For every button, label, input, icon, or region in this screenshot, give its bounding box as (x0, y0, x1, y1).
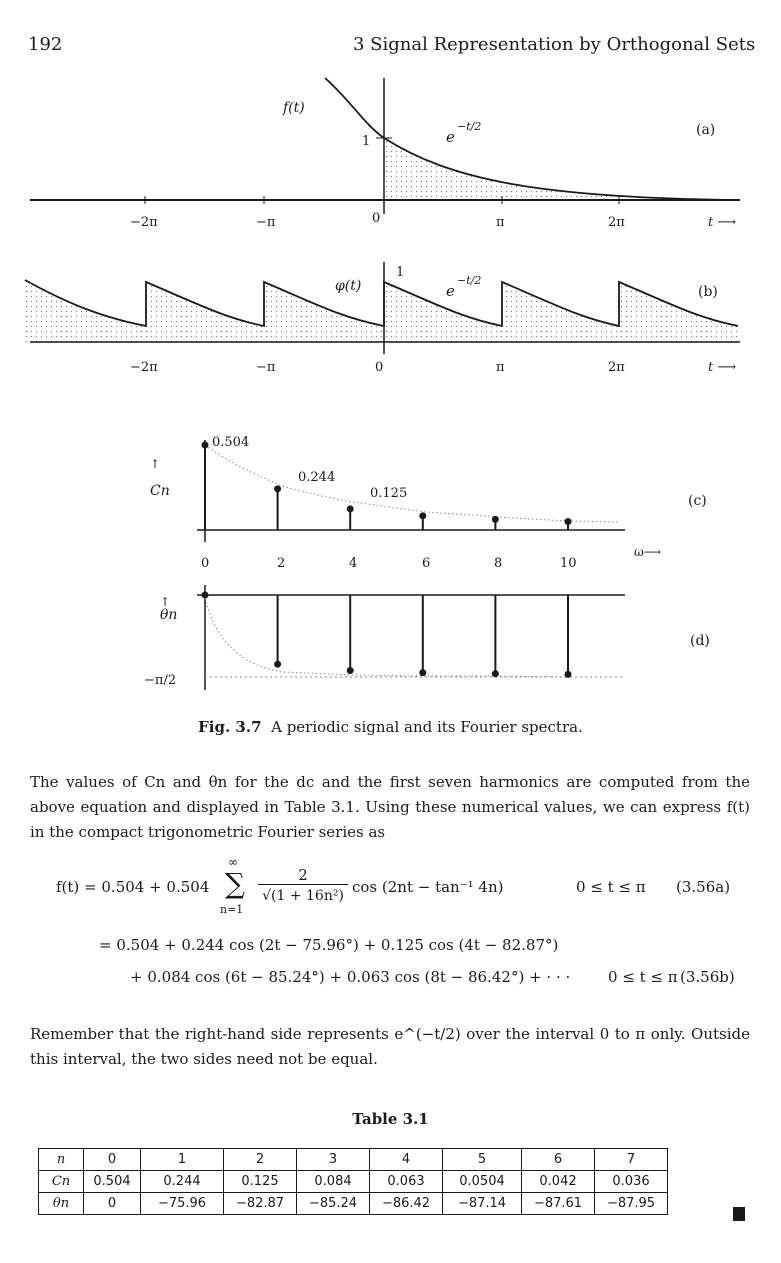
cn-stem-point (565, 518, 572, 525)
spectra-plots (0, 425, 781, 700)
table-header-cell: n (39, 1149, 84, 1171)
plot-a-curve-label: e (446, 128, 455, 146)
theta-up-arrow: ↑ (160, 595, 171, 609)
cn-stem-point (419, 512, 426, 519)
table-header-cell: 4 (370, 1149, 443, 1171)
table-row-cn (39, 1171, 668, 1193)
eq-b-line1: = 0.504 + 0.244 cos (2t − 75.96°) + 0.125 cos (4t − 82.87°) (99, 936, 559, 954)
table-cell: −87.61 (522, 1193, 595, 1215)
page-number: 192 (28, 34, 63, 55)
table-cell: −75.96 (141, 1193, 224, 1215)
eq-a-sum-bottom: n=1 (220, 903, 244, 916)
theta-stem-point (202, 592, 209, 599)
paragraph-intro: The values of Cn and θn for the dc and the first seven harmonics are computed from the above equation and displayed in Table 3.1. Using these numerical values, we can express f(t) in the compact trigonometric Fourier series as (30, 773, 750, 841)
theta-panel-tag: (d) (690, 633, 710, 649)
theta-stem-point (419, 669, 426, 676)
table-header-row (39, 1149, 668, 1171)
caption-text: A periodic signal and its Fourier spectra. (271, 718, 583, 736)
table-cell: θn (39, 1193, 84, 1215)
table-title: Table 3.1 (352, 1110, 429, 1128)
running-title: 3 Signal Representation by Orthogonal Sets (353, 34, 756, 55)
cn-tick-label: 4 (349, 556, 358, 571)
cn-value-label: 0.244 (298, 470, 336, 485)
cn-ylabel: Cn (150, 483, 170, 499)
cn-envelope (205, 445, 620, 522)
plot-b-curve-exponent: −t/2 (457, 274, 482, 287)
table-header-cell: 7 (595, 1149, 668, 1171)
eq-a-sum-top: ∞ (228, 855, 238, 869)
plot-b-ylabel: φ(t) (335, 278, 362, 294)
plot-b-tick-label: 0 (375, 360, 384, 375)
eq-a-rest: cos (2nt − tan⁻¹ 4n) (352, 878, 504, 896)
plot-a-ylabel: f(t) (283, 100, 305, 116)
cn-tick-label: 0 (201, 556, 210, 571)
cn-tick-label: 8 (494, 556, 503, 571)
table-header-cell: 6 (522, 1149, 595, 1171)
eq-b-tag: (3.56b) (680, 968, 735, 986)
plot-b-tick-label: 2π (608, 360, 625, 375)
plot-a-panel-tag: (a) (696, 122, 716, 138)
cn-stem-point (492, 516, 499, 523)
end-of-proof-mark (733, 1207, 745, 1221)
table-cell: 0 (84, 1193, 141, 1215)
table-cell: −87.95 (595, 1193, 668, 1215)
table-cell: 0.504 (84, 1171, 141, 1193)
cn-tick-label: 2 (277, 556, 286, 571)
theta-stem-point (274, 661, 281, 668)
table-header-cell: 0 (84, 1149, 141, 1171)
cn-stem-point (274, 485, 281, 492)
table-cell: −85.24 (297, 1193, 370, 1215)
plot-a-one-label: 1 (362, 134, 371, 149)
plot-a-xlabel: t ⟶ (708, 215, 736, 230)
plot-a (0, 70, 781, 245)
theta-stem-point (347, 667, 354, 674)
cn-value-label: 0.504 (212, 435, 250, 450)
table-cell: 0.0504 (443, 1171, 522, 1193)
table-row-theta (39, 1193, 668, 1215)
theta-min-label: −π/2 (144, 673, 177, 688)
paragraph-remark: Remember that the right-hand side represents e^(−t/2) over the interval 0 to π only. Outside this interval, the two sides need not be equal. (30, 1025, 750, 1068)
plot-b-tick-label: −π (256, 360, 276, 375)
figure-caption (0, 718, 781, 736)
cn-stem-point (202, 442, 209, 449)
plot-b-shading (25, 280, 738, 342)
plot-a-tick-label: 2π (608, 215, 625, 230)
eq-a-lhs: f(t) = 0.504 + 0.504 (56, 878, 210, 896)
caption-label: Fig. 3.7 (198, 718, 262, 736)
sum-symbol-icon: ∑ (225, 867, 245, 900)
plot-b-panel-tag: (b) (698, 284, 718, 300)
eq-a-denominator: √(1 + 16n²) (262, 888, 344, 904)
plot-a-tick-label: −2π (130, 215, 158, 230)
eq-a-tag: (3.56a) (676, 878, 731, 896)
plot-a-curve-exponent: −t/2 (457, 120, 482, 133)
cn-xlabel: ω⟶ (634, 545, 661, 559)
cn-tick-label: 10 (560, 556, 577, 571)
table-header-cell: 1 (141, 1149, 224, 1171)
eq-a-range: 0 ≤ t ≤ π (576, 878, 646, 896)
table-cell: 0.063 (370, 1171, 443, 1193)
table-cell: Cn (39, 1171, 84, 1193)
theta-ylabel: θn (160, 607, 178, 623)
plot-b-xlabel: t ⟶ (708, 360, 736, 375)
table-header-cell: 2 (224, 1149, 297, 1171)
theta-stem-point (565, 671, 572, 678)
table-header-cell: 5 (443, 1149, 522, 1171)
table-cell: 0.244 (141, 1171, 224, 1193)
table-header-cell: 3 (297, 1149, 370, 1171)
plot-b-curve-label: e (446, 282, 455, 300)
eq-b-line2: + 0.084 cos (6t − 85.24°) + 0.063 cos (8t − 86.42°) + · · · (130, 968, 571, 986)
plot-b-tick-label: −2π (130, 360, 158, 375)
table-cell: −82.87 (224, 1193, 297, 1215)
plot-a-tick-label: −π (256, 215, 276, 230)
cn-tick-label: 6 (422, 556, 431, 571)
cn-up-arrow: ↑ (150, 457, 161, 471)
eq-a-numerator: 2 (258, 866, 348, 885)
theta-envelope (205, 598, 568, 677)
plot-b-one-label: 1 (396, 265, 405, 280)
table-cell: 0.042 (522, 1171, 595, 1193)
plot-b (0, 255, 781, 385)
plot-b-tick-label: π (496, 360, 505, 375)
cn-panel-tag: (c) (688, 493, 707, 509)
table-cell: −87.14 (443, 1193, 522, 1215)
table-cell: 0.125 (224, 1171, 297, 1193)
plot-a-tick-label: 0 (372, 211, 381, 226)
table-3-1 (38, 1148, 668, 1215)
cn-stem-point (347, 505, 354, 512)
theta-stem-point (492, 670, 499, 677)
cn-value-label: 0.125 (370, 486, 408, 501)
table-cell: −86.42 (370, 1193, 443, 1215)
table-cell: 0.036 (595, 1171, 668, 1193)
table-cell: 0.084 (297, 1171, 370, 1193)
eq-b-range: 0 ≤ t ≤ π (608, 968, 678, 986)
plot-a-tick-label: π (496, 215, 505, 230)
